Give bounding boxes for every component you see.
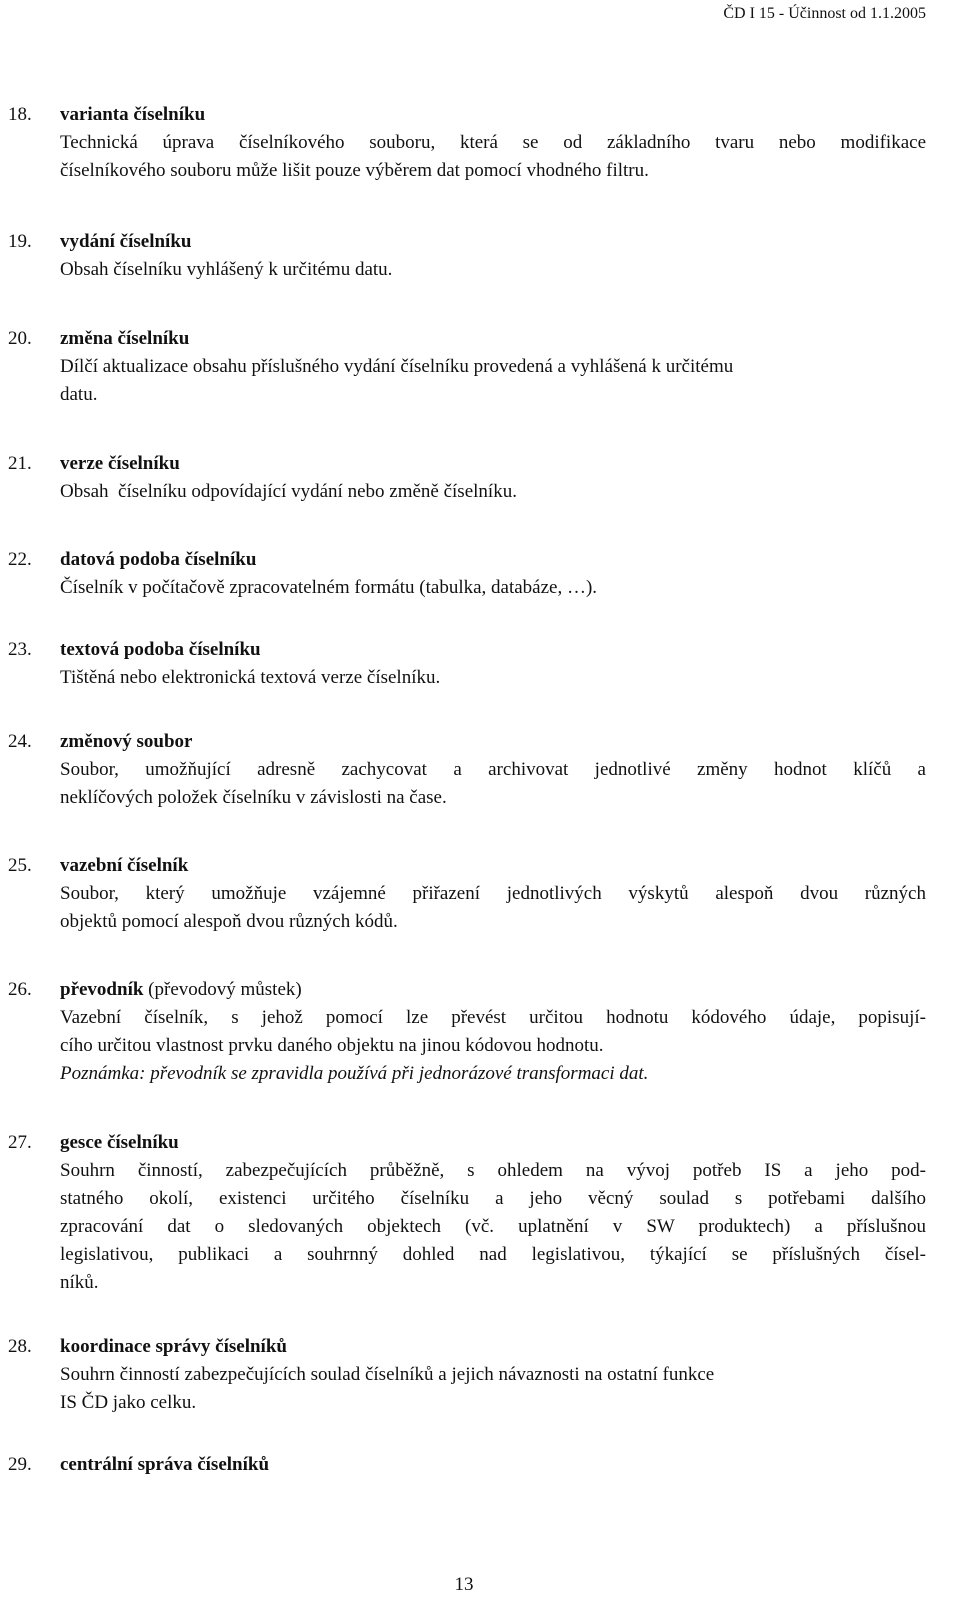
entry-term: varianta číselníku bbox=[60, 104, 206, 125]
entry-text-line: zpracování dat o sledovaných objektech (vč. uplatnění v SW produktech) a příslušnou bbox=[60, 1216, 926, 1237]
entry-number: 26. bbox=[8, 979, 32, 1000]
entry-text-line: objektů pomocí alespoň dvou různých kódů. bbox=[60, 911, 398, 932]
entry-text-line: Vazební číselník, s jehož pomocí lze převést určitou hodnotu kódového údaje, popisují- bbox=[60, 1007, 926, 1028]
entry-text-line: Soubor, umožňující adresně zachycovat a archivovat jednotlivé změny hodnot klíčů a bbox=[60, 759, 926, 780]
entry-text-line: níků. bbox=[60, 1272, 99, 1293]
entry-number: 28. bbox=[8, 1336, 32, 1357]
entry-number: 22. bbox=[8, 549, 32, 570]
entry-number: 18. bbox=[8, 104, 32, 125]
entry-term: koordinace správy číselníků bbox=[60, 1336, 287, 1357]
entry-term: textová podoba číselníku bbox=[60, 639, 261, 660]
page-number: 13 bbox=[454, 1574, 474, 1595]
entry-term: gesce číselníku bbox=[60, 1132, 179, 1153]
entry-number: 25. bbox=[8, 855, 32, 876]
entry-text-line: neklíčových položek číselníku v závislosti na čase. bbox=[60, 787, 447, 808]
entry-text-line: Tištěná nebo elektronická textová verze číselníku. bbox=[60, 667, 441, 688]
entry-term: změna číselníku bbox=[60, 328, 190, 349]
entry-content bbox=[60, 728, 926, 812]
entry-note: Poznámka: převodník se zpravidla používá při jednorázové transformaci dat. bbox=[60, 1063, 649, 1084]
entry-text-line: IS ČD jako celku. bbox=[60, 1392, 197, 1413]
entry-number: 23. bbox=[8, 639, 32, 660]
entry-term: vydání číselníku bbox=[60, 231, 192, 252]
entry-content bbox=[60, 1333, 926, 1417]
entry-number: 27. bbox=[8, 1132, 32, 1153]
entry-text-line: statného okolí, existenci určitého číselníku a jeho věcný soulad s potřebami dalšího bbox=[60, 1188, 926, 1209]
entry-content bbox=[60, 450, 926, 506]
entry-term: změnový soubor bbox=[60, 731, 193, 752]
entry-content bbox=[60, 546, 926, 602]
entry-text-line: Soubor, který umožňuje vzájemné přiřazení jednotlivých výskytů alespoň dvou různých bbox=[60, 883, 926, 904]
entry-text-line: číselníkového souboru může lišit pouze výběrem dat pomocí vhodného filtru. bbox=[60, 160, 649, 181]
entry-number: 29. bbox=[8, 1454, 32, 1475]
entry-term: převodník bbox=[60, 979, 144, 1000]
entry-number: 20. bbox=[8, 328, 32, 349]
entry-text-line: datu. bbox=[60, 384, 98, 405]
entry-text-line: Technická úprava číselníkového souboru, která se od základního tvaru nebo modifikace bbox=[60, 132, 926, 153]
entry-content bbox=[60, 976, 926, 1088]
running-header: ČD I 15 - Účinnost od 1.1.2005 bbox=[723, 5, 926, 22]
entry-text-line: Obsah číselníku odpovídající vydání nebo změně číselníku. bbox=[60, 481, 517, 502]
entry-content bbox=[60, 228, 926, 284]
entry-content bbox=[60, 101, 926, 185]
entry-content bbox=[60, 636, 926, 692]
entry-term: vazební číselník bbox=[60, 855, 189, 876]
entry-content bbox=[60, 852, 926, 936]
entry-number: 24. bbox=[8, 731, 32, 752]
entry-text-line: Souhrn činností zabezpečujících soulad číselníků a jejich návaznosti na ostatní funkce bbox=[60, 1364, 715, 1385]
entry-term: verze číselníku bbox=[60, 453, 180, 474]
entry-number: 21. bbox=[8, 453, 32, 474]
entry-term: datová podoba číselníku bbox=[60, 549, 257, 570]
entry-number: 19. bbox=[8, 231, 32, 252]
entry-text-line: Číselník v počítačově zpracovatelném formátu (tabulka, databáze, …). bbox=[60, 577, 598, 598]
entry-content bbox=[60, 1451, 926, 1479]
entry-content bbox=[60, 1129, 926, 1297]
entry-term: centrální správa číselníků bbox=[60, 1454, 270, 1475]
entry-term-line bbox=[60, 976, 926, 1004]
entry-text-line: Dílčí aktualizace obsahu příslušného vydání číselníku provedená a vyhlášená k určitému bbox=[60, 356, 734, 377]
entry-term-alias: (převodový můstek) bbox=[143, 979, 302, 1000]
entry-text-line: cího určitou vlastnost prvku daného objektu na jinou kódovou hodnotu. bbox=[60, 1035, 604, 1056]
entry-text-line: legislativou, publikaci a souhrnný dohled nad legislativou, týkající se příslušných čísel- bbox=[60, 1244, 926, 1265]
entry-text-line: Souhrn činností, zabezpečujících průběžně, s ohledem na vývoj potřeb IS a jeho pod- bbox=[60, 1160, 926, 1181]
entry-content bbox=[60, 325, 926, 409]
entry-text-line: Obsah číselníku vyhlášený k určitému datu. bbox=[60, 259, 393, 280]
